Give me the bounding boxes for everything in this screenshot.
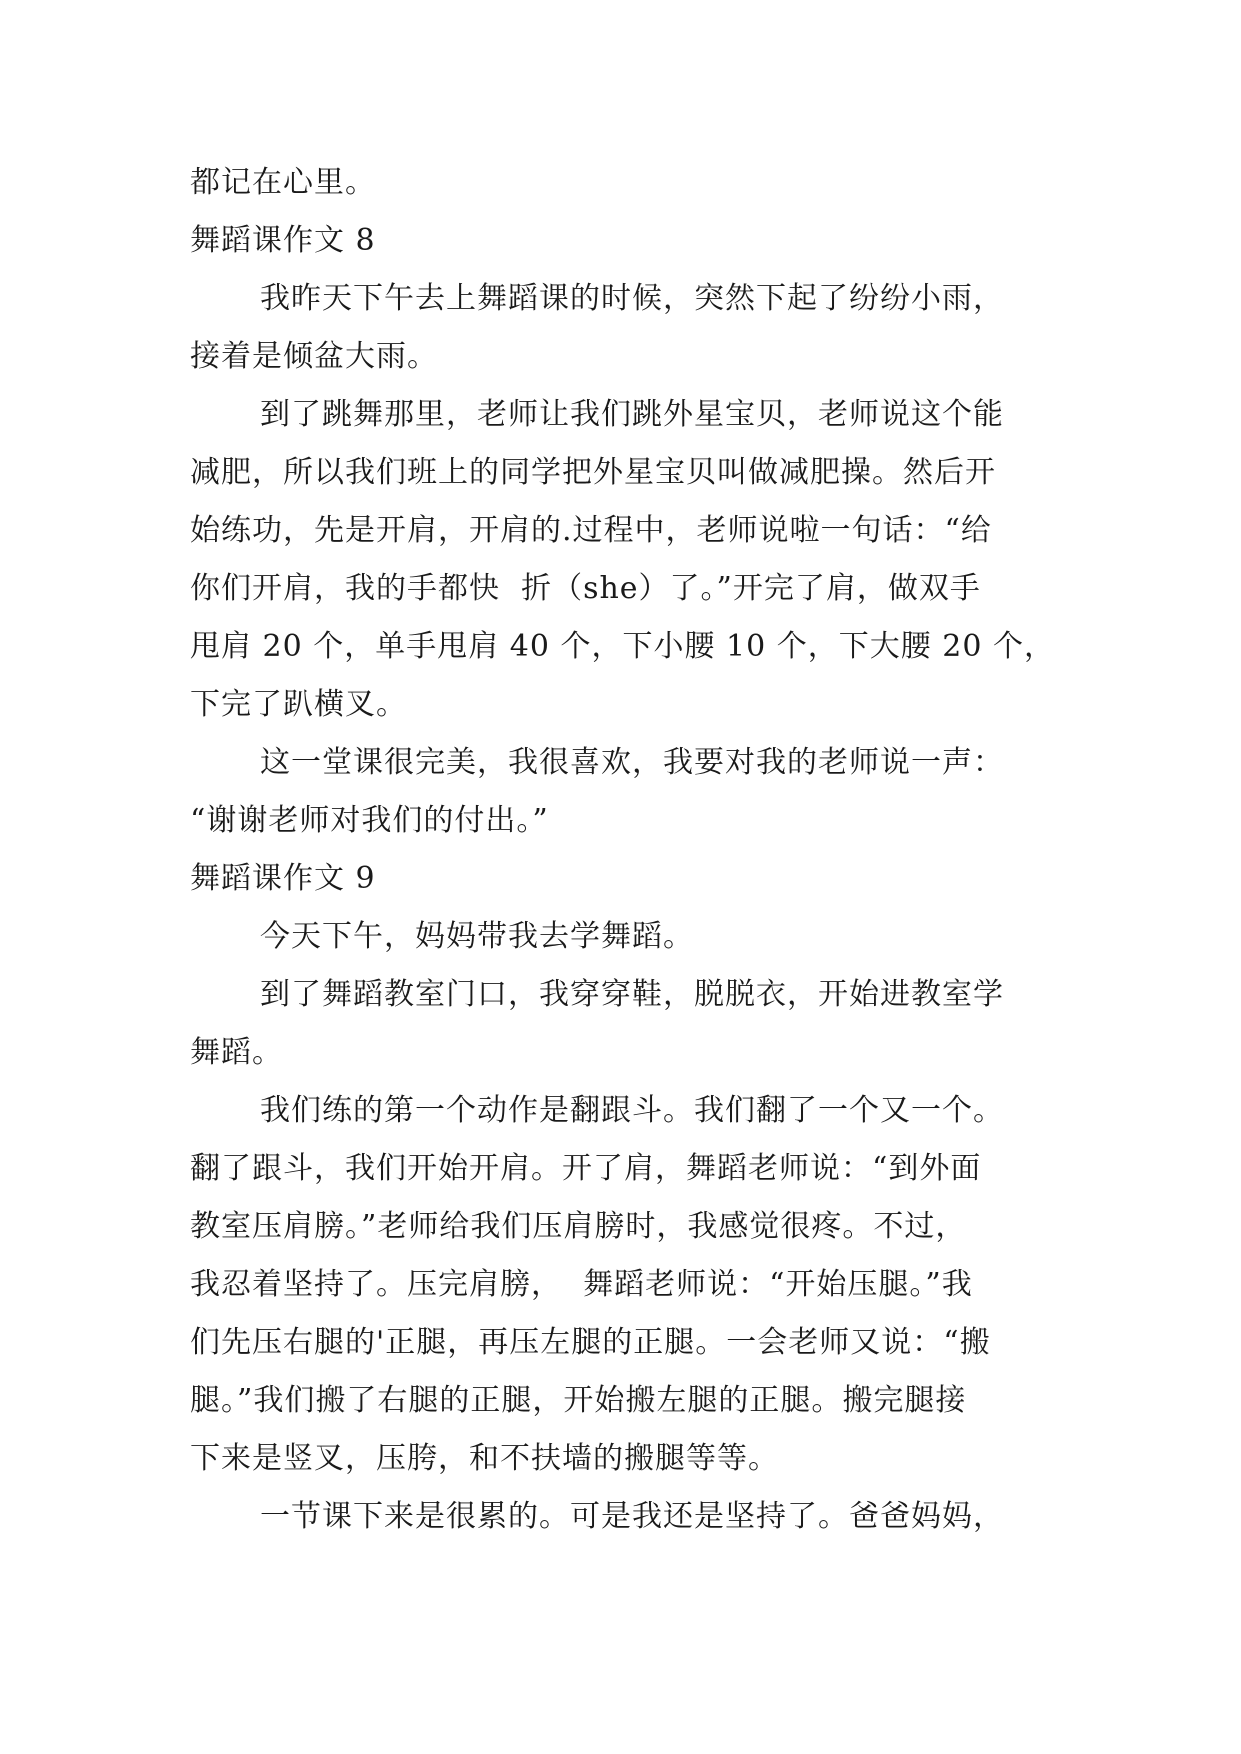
text-line: 今天下午，妈妈带我去学舞蹈。 [260, 919, 694, 954]
text-line: 我昨天下午去上舞蹈课的时候，突然下起了纷纷小雨， [260, 281, 1004, 316]
text-line: 你们开肩，我的手都快 折（she）了。”开完了肩，做双手 [190, 571, 981, 606]
text-line: 下来是竖叉，压胯，和不扶墙的搬腿等等。 [190, 1441, 779, 1476]
text-line: 们先压右腿的'正腿，再压左腿的正腿。一会老师又说：“搬 [190, 1325, 991, 1360]
text-line: 甩肩 20 个，单手甩肩 40 个，下小腰 10 个，下大腰 20 个， [190, 629, 1055, 664]
text-line: 始练功，先是开肩，开肩的.过程中，老师说啦一句话：“给 [190, 513, 992, 548]
text-line: 到了舞蹈教室门口，我穿穿鞋，脱脱衣，开始进教室学 [260, 977, 1004, 1012]
text-line: 都记在心里。 [190, 165, 376, 200]
text-line: 一节课下来是很累的。可是我还是坚持了。爸爸妈妈， [260, 1499, 1004, 1534]
text-line: 翻了跟斗，我们开始开肩。开了肩，舞蹈老师说：“到外面 [190, 1151, 982, 1186]
text-line: “谢谢老师对我们的付出。” [190, 803, 549, 838]
text-line: 到了跳舞那里，老师让我们跳外星宝贝，老师说这个能 [260, 397, 1004, 432]
text-line: 我忍着坚持了。压完肩膀， 舞蹈老师说：“开始压腿。”我 [190, 1267, 973, 1302]
text-line: 下完了趴横叉。 [190, 687, 407, 722]
text-line: 接着是倾盆大雨。 [190, 339, 438, 374]
section-heading: 舞蹈课作文 9 [190, 861, 376, 896]
document-body [190, 154, 1070, 1546]
text-line: 舞蹈。 [190, 1035, 283, 1070]
text-line: 教室压肩膀。”老师给我们压肩膀时，我感觉很疼。不过， [190, 1209, 967, 1244]
section-heading: 舞蹈课作文 8 [190, 223, 376, 258]
text-line: 这一堂课很完美，我很喜欢，我要对我的老师说一声： [260, 745, 1004, 780]
text-line: 我们练的第一个动作是翻跟斗。我们翻了一个又一个。 [260, 1093, 1004, 1128]
text-line: 减肥，所以我们班上的同学把外星宝贝叫做减肥操。然后开 [190, 455, 996, 490]
text-line: 腿。”我们搬了右腿的正腿，开始搬左腿的正腿。搬完腿接 [190, 1383, 967, 1418]
